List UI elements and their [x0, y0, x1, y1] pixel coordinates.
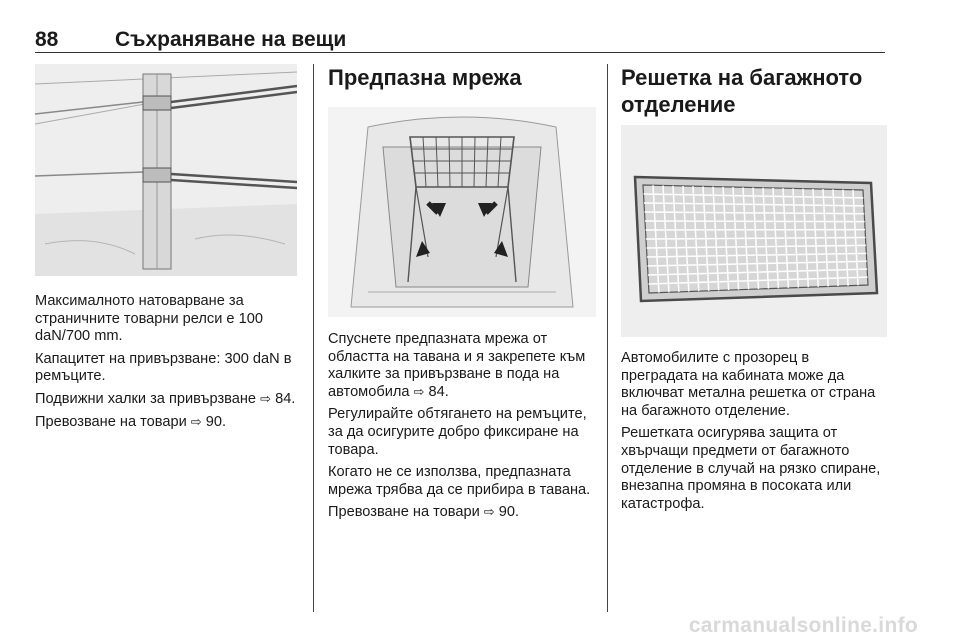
paragraph: Максималното натоварване за страничните товарни релси е 100 daN/700 mm.: [35, 293, 263, 345]
page-ref-arrow-icon: ⇨: [483, 505, 495, 521]
column-cargo-grille: [621, 64, 887, 518]
paragraph: [35, 391, 297, 409]
paragraph: Регулирайте обтягането на ремъците, за да осигурите добро фиксиране на товара.: [328, 406, 587, 458]
page-ref-link[interactable]: 90.: [498, 504, 520, 521]
illustration-load-rails: [35, 64, 297, 276]
page-ref-link[interactable]: 84.: [275, 390, 296, 407]
illustration-safety-net: [328, 107, 596, 317]
cargo-grille-drawing: [621, 125, 887, 337]
paragraph: Решетката осигурява защита от хвърчащи предмети от багажното отделение в случай на рязко спиране, внезапна промяна в посоката или катастрофа.: [621, 425, 881, 512]
page-ref-arrow-icon: ⇨: [260, 391, 272, 407]
page-ref-arrow-icon: ⇨: [413, 384, 425, 400]
paragraph-text: Подвижни халки за привързване: [35, 390, 257, 407]
paragraph-text: Спуснете предпазната мрежа от областта на тавана и я закрепете към халките за привързване в пода на автомобила: [328, 331, 586, 400]
paragraph-text: Превозване на товари: [35, 413, 187, 430]
load-rails-drawing: [35, 64, 297, 276]
page-header: [35, 18, 885, 53]
page-number: 88: [35, 28, 59, 51]
paragraph: [35, 414, 297, 432]
safety-net-drawing: [328, 107, 596, 317]
footer-watermark: carmanualsonline.info: [688, 614, 918, 637]
section-heading: Решетка на багажното отделение: [621, 65, 863, 117]
page-ref-arrow-icon: ⇨: [190, 414, 202, 430]
column-safety-net: [328, 64, 596, 527]
paragraph: [328, 331, 596, 401]
paragraph: Автомобилите с прозорец в преградата на кабината може да включват метална решетка от страна на багажното отделение.: [621, 350, 876, 419]
section-heading: Предпазна мрежа: [328, 65, 522, 90]
page-ref-link[interactable]: 84.: [428, 383, 449, 400]
illustration-cargo-grille: [621, 125, 887, 337]
paragraph-text: Превозване на товари: [328, 504, 480, 521]
column-divider: [313, 64, 314, 612]
column-load-rails: [35, 64, 297, 436]
paragraph: Капацитет на привързване: 300 daN в ремъците.: [35, 350, 292, 385]
column-divider: [607, 64, 608, 612]
page-title: Съхраняване на вещи: [115, 28, 347, 51]
paragraph: [328, 504, 596, 522]
paragraph: Когато не се използва, предпазната мрежа трябва да се прибира в тавана.: [328, 464, 591, 498]
page-ref-link[interactable]: 90.: [205, 413, 227, 430]
